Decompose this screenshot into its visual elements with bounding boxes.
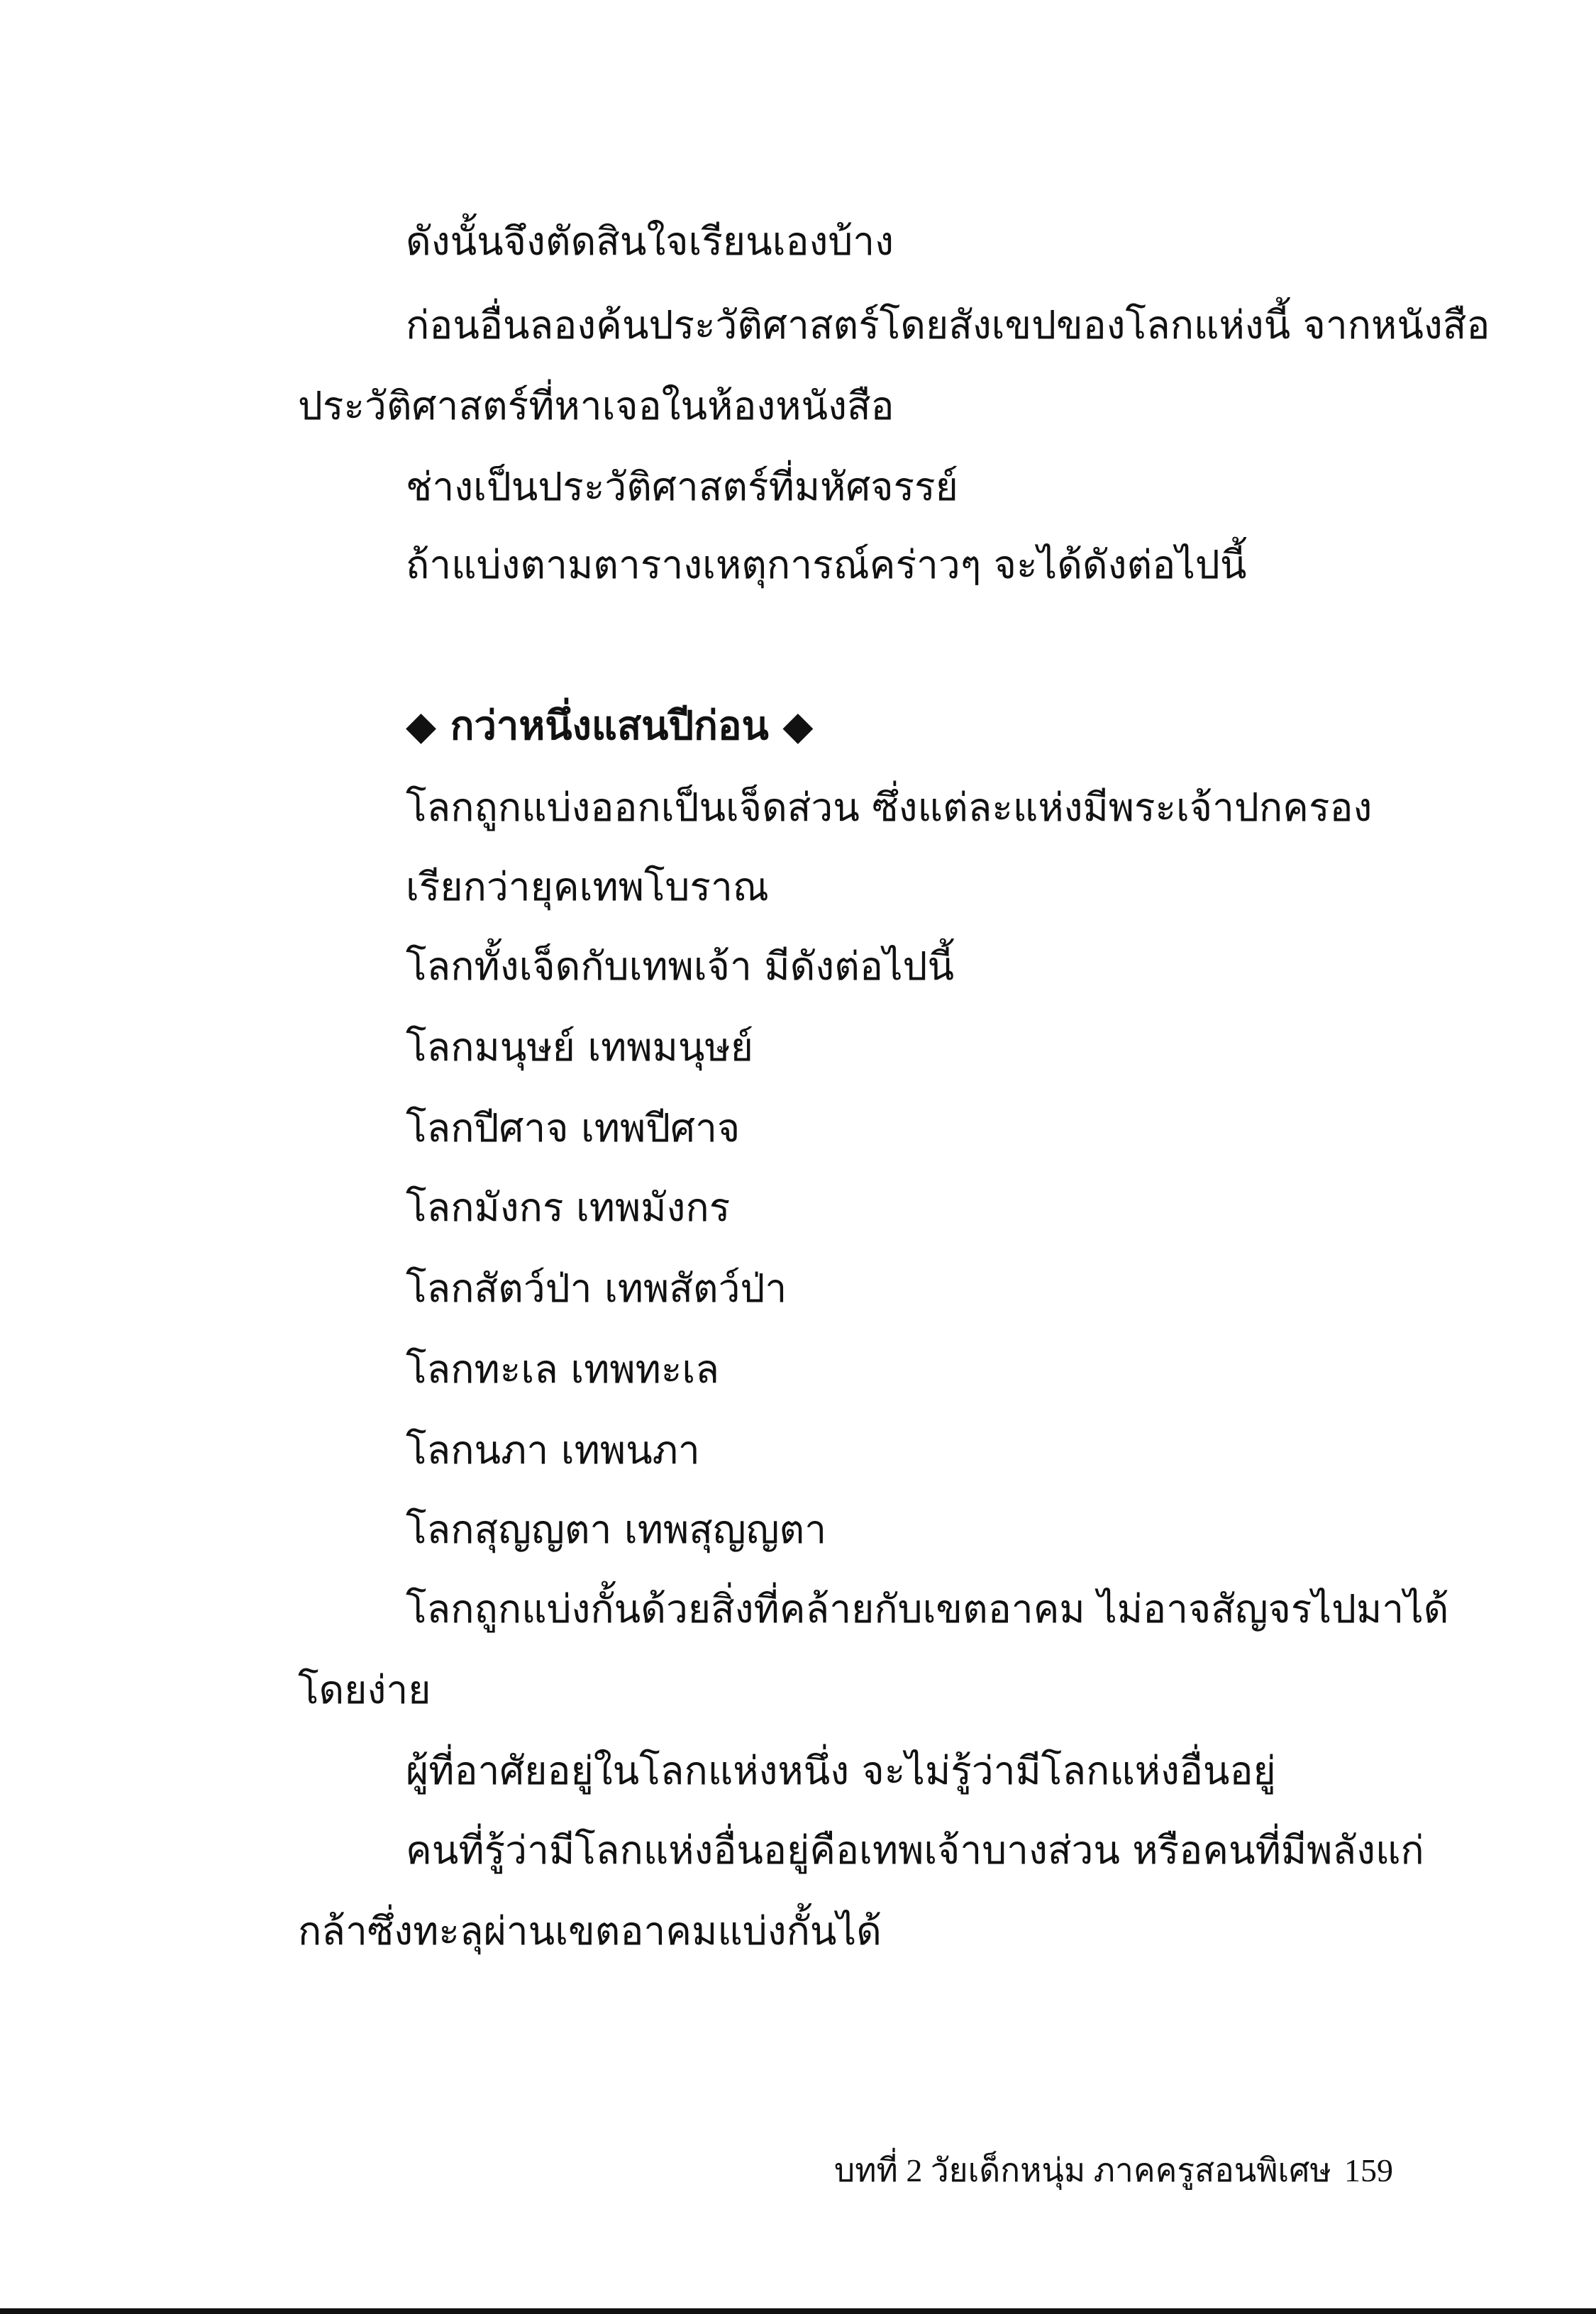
- paragraph-line: ประวัติศาสตร์ที่หาเจอในห้องหนังสือ: [298, 383, 894, 428]
- paragraph-line: เรียกว่ายุคเทพโบราณ: [406, 864, 769, 909]
- paragraph-line: โดยง่าย: [298, 1667, 431, 1712]
- paragraph-line: ก่อนอื่นลองค้นประวัติศาสตร์โดยสังเขปของโลกแห่งนี้ จากหนังสือ: [406, 302, 1490, 348]
- paragraph-line: ถ้าแบ่งตามตารางเหตุการณ์คร่าวๆ จะได้ดังต่อไปนี้: [406, 542, 1247, 587]
- paragraph-line: โลกถูกแบ่งออกเป็นเจ็ดส่วน ซึ่งแต่ละแห่งมีพระเจ้าปกครอง: [406, 785, 1373, 830]
- world-list-item: โลกสุญญตา เทพสุญญตา: [406, 1507, 827, 1552]
- paragraph-line: ผู้ที่อาศัยอยู่ในโลกแห่งหนึ่ง จะไม่รู้ว่ามีโลกแห่งอื่นอยู่: [406, 1748, 1276, 1793]
- world-list-item: โลกนภา เทพนภา: [406, 1427, 700, 1473]
- paragraph-line: คนที่รู้ว่ามีโลกแห่งอื่นอยู่คือเทพเจ้าบางส่วน หรือคนที่มีพลังแก่: [406, 1827, 1424, 1873]
- paragraph-line: กล้าซึ่งทะลุผ่านเขตอาคมแบ่งกั้นได้: [298, 1908, 882, 1954]
- paragraph-line: โลกทั้งเจ็ดกับเทพเจ้า มีดังต่อไปนี้: [406, 943, 955, 989]
- world-list-item: โลกปีศาจ เทพปีศาจ: [406, 1105, 741, 1151]
- world-list-item: โลกทะเล เทพทะเล: [406, 1346, 719, 1392]
- section-heading: ◆ กว่าหนึ่งแสนปีก่อน ◆: [406, 703, 814, 749]
- world-list-item: โลกมังกร เทพมังกร: [406, 1185, 731, 1230]
- page-bottom-border: [0, 2308, 1596, 2314]
- running-footer-chapter: บทที่ 2 วัยเด็กหนุ่ม ภาคครูสอนพิเศษ: [834, 2152, 1331, 2188]
- paragraph-line: ช่างเป็นประวัติศาสตร์ที่มหัศจรรย์: [406, 464, 958, 509]
- world-list-item: โลกสัตว์ป่า เทพสัตว์ป่า: [406, 1266, 787, 1311]
- paragraph-line: ดังนั้นจึงตัดสินใจเรียนเองบ้าง: [406, 218, 894, 264]
- page-number: 159: [1344, 2152, 1393, 2188]
- world-list-item: โลกมนุษย์ เทพมนุษย์: [406, 1024, 754, 1070]
- paragraph-line: โลกถูกแบ่งกั้นด้วยสิ่งที่คล้ายกับเขตอาคม ไม่อาจสัญจรไปมาได้: [406, 1586, 1449, 1632]
